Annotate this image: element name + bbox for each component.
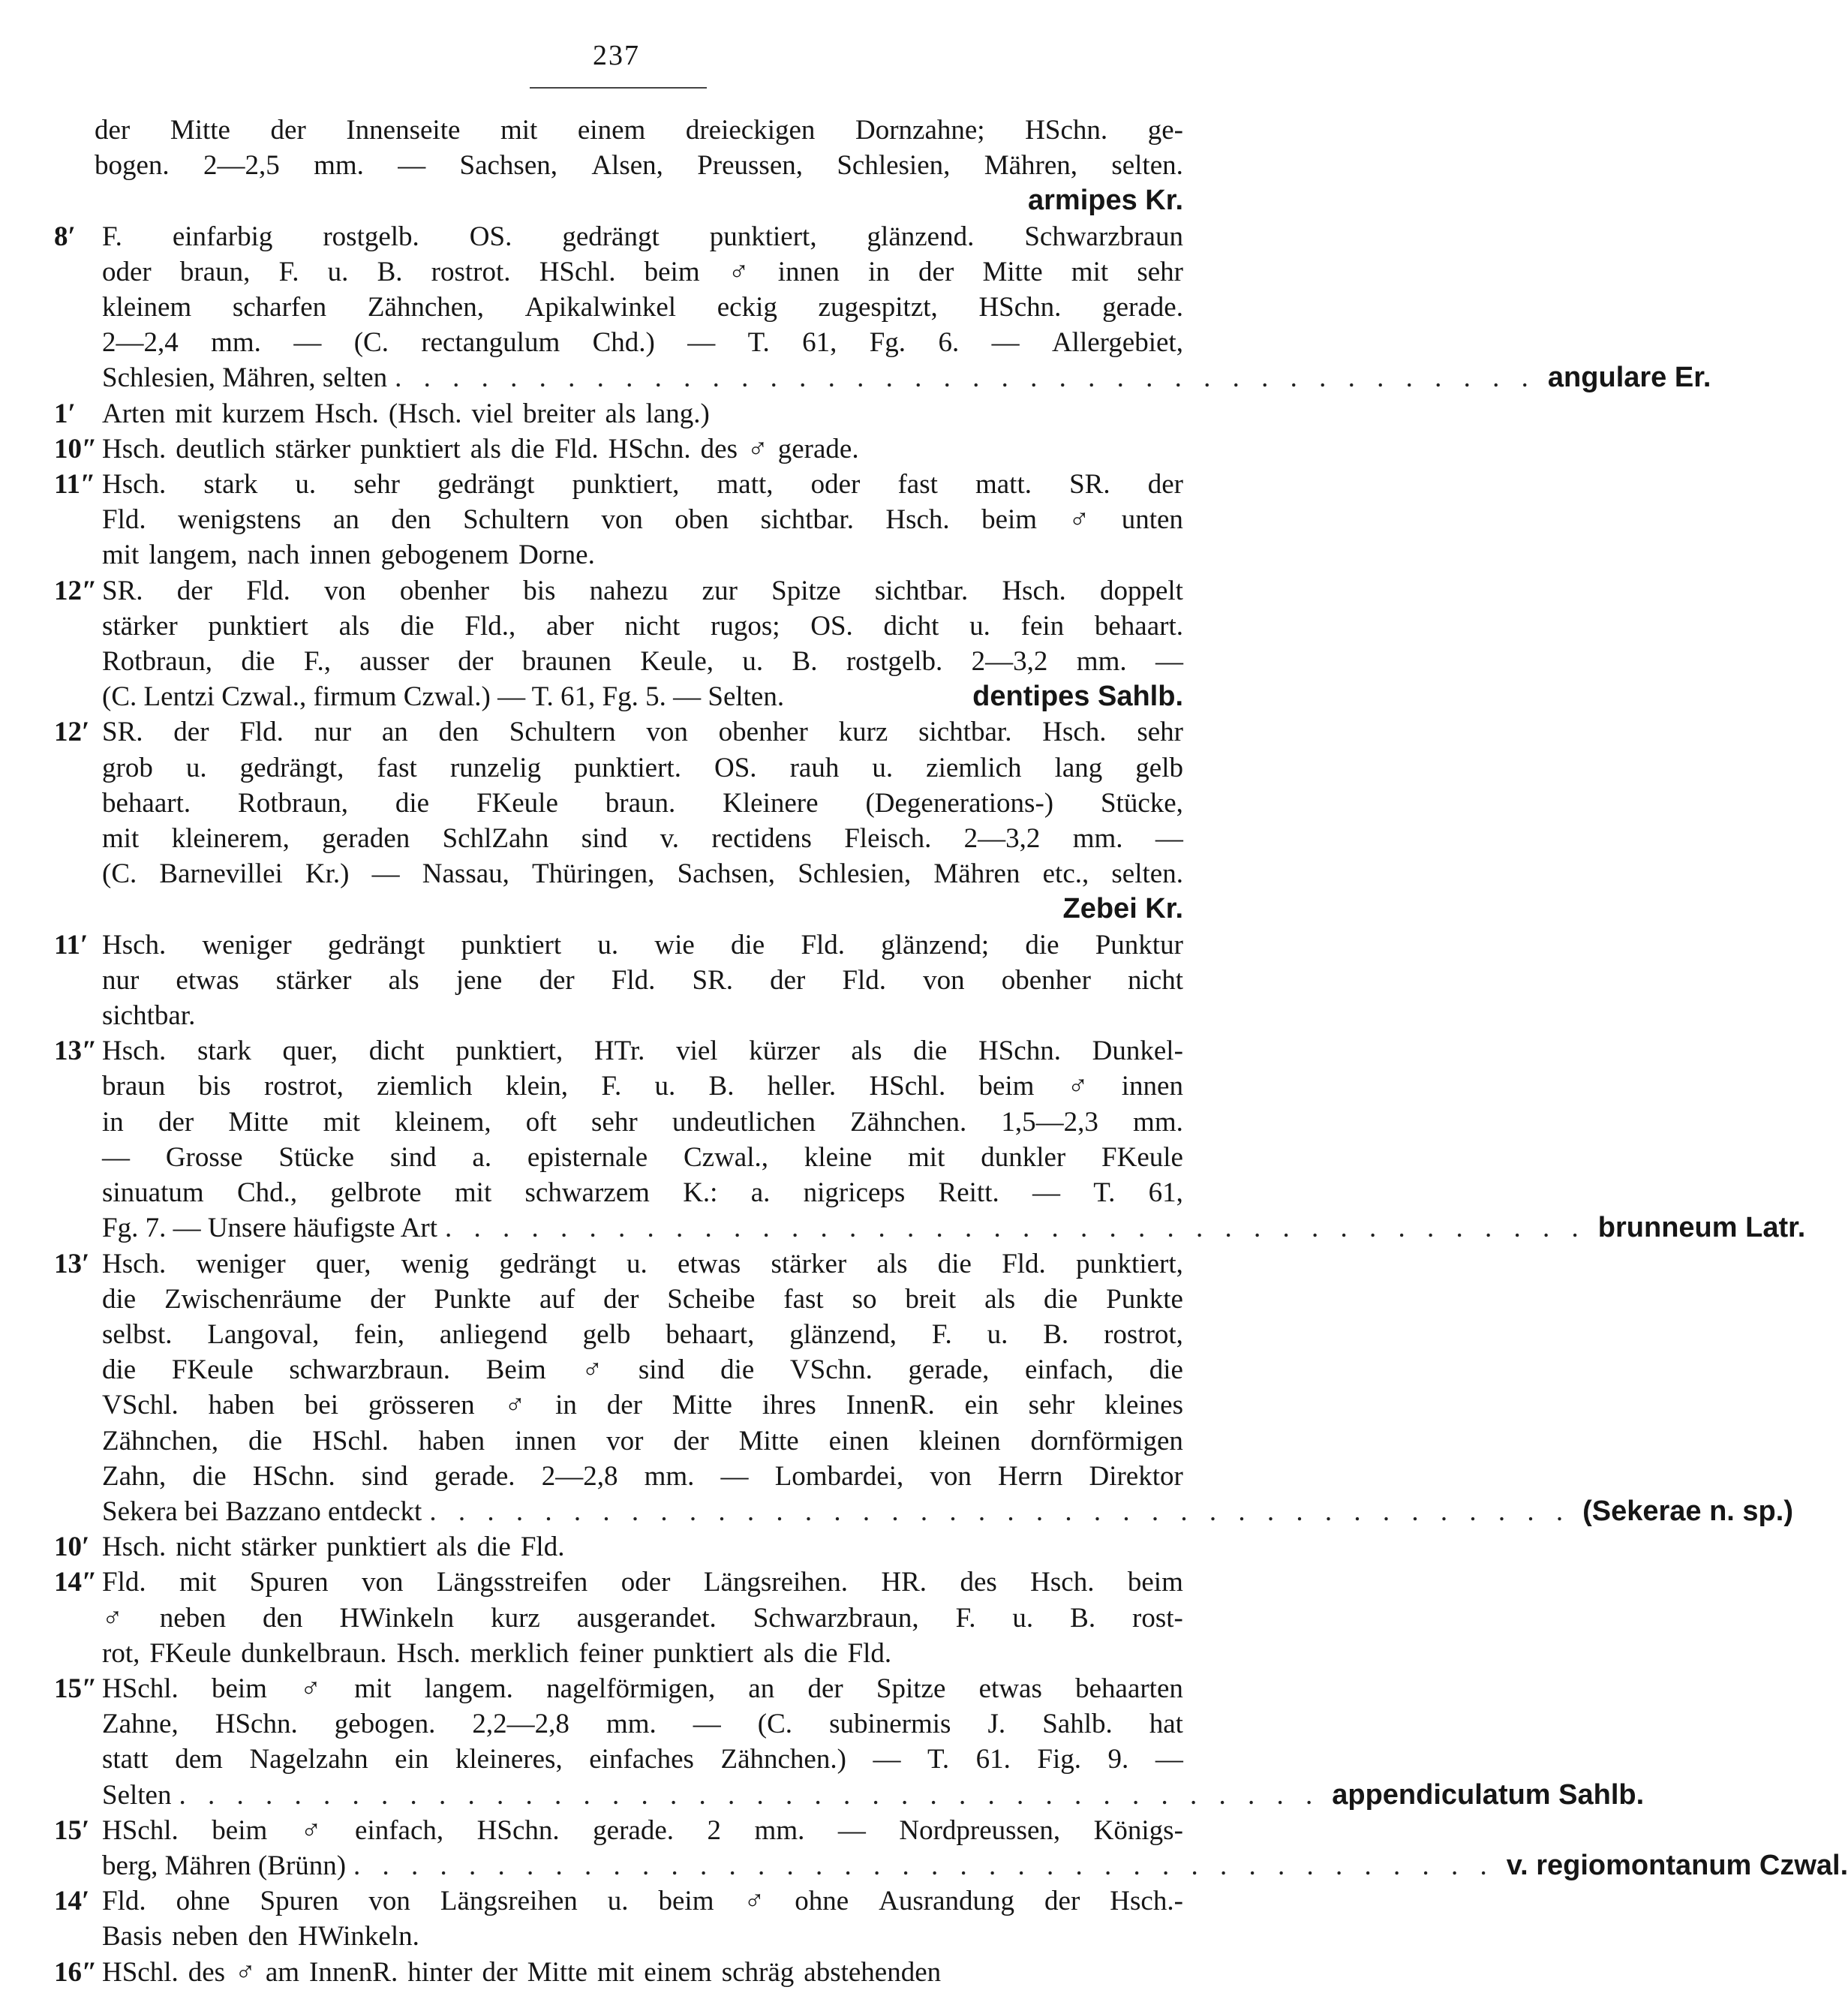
couplet-number: 12″ [54,575,98,606]
couplet-number: 10′ [54,1532,90,1563]
text-line: die Zwischenräume der Punkte auf der Scheibe fast so breit als die Punkte [102,1283,1183,1315]
leader-line [102,1210,1806,1246]
text-line: die FKeule schwarzbraun. Beim ♂ sind die VSchn. gerade, einfach, die [102,1354,1183,1386]
dot-leader: . . . . . . . . . . . . . . . . . . . . . . . . . . . . . . . . . . . . . . . . [445,1213,1586,1244]
text-line: grob u. gedrängt, fast runzelig punktiert. OS. rauh u. ziemlich lang gelb [102,752,1183,783]
text-line: oder braun, F. u. B. rostrot. HSchl. beim ♂ innen in der Mitte mit sehr [102,256,1183,287]
couplet-number: 15′ [54,1814,90,1846]
text-line: HSchl. beim ♂ einfach, HSchn. gerade. 2 mm. — Nordpreussen, Königs- [102,1814,1183,1846]
text-line: in der Mitte mit kleinem, oft sehr undeutlichen Zähnchen. 1,5—2,3 mm. [102,1106,1183,1138]
key-entry [54,1033,1806,1246]
couplet-number: 10″ [54,433,98,464]
species-name: dentipes Sahlb. [972,681,1183,713]
key-entry [54,1529,1183,1565]
text-line: Zahne, HSchn. gebogen. 2,2—2,8 mm. — (C. subinermis J. Sahlb. hat [102,1709,1183,1740]
text-line: Hsch. weniger quer, wenig gedrängt u. etwas stärker als die Fld. punktiert, [102,1248,1183,1279]
leader-text: Sekera bei Bazzano entdeckt [102,1496,422,1527]
couplet-number: 1′ [54,398,76,429]
text-line: VSchl. haben bei grösseren ♂ in der Mitte ihres InnenR. ein sehr kleines [102,1390,1183,1421]
couplet-number: 14″ [54,1567,98,1598]
text-line: (C. Barnevillei Kr.) — Nassau, Thüringen, Sachsen, Schlesien, Mähren etc., selten. [102,858,1183,890]
text-line: 2—2,4 mm. — (C. rectangulum Chd.) — T. 61, Fg. 6. — Allergebiet, [102,327,1183,359]
text-line: mit langem, nach innen gebogenem Dorne. [102,540,595,571]
leader-text: Schlesien, Mähren, selten [102,362,388,394]
leader-line [102,1494,1793,1529]
couplet-number: 12′ [54,717,90,748]
text-line: statt dem Nagelzahn ein kleineres, einfaches Zähnchen.) — T. 61. Fig. 9. — [102,1744,1183,1775]
text-line: ♂ neben den HWinkeln kurz ausgerandet. Schwarzbraun, F. u. B. rost- [102,1602,1183,1634]
text-line: Fld. ohne Spuren von Längsreihen u. beim ♂ ohne Ausrandung der Hsch.- [102,1886,1183,1917]
leader-line [102,360,1711,395]
key-entry [54,927,1183,1034]
text-line: Zähnchen, die HSchl. haben innen vor der Mitte einen kleinen dornförmigen [102,1425,1183,1456]
text-line: Rotbraun, die F., ausser der braunen Keule, u. B. rostgelb. 2—3,2 mm. — [102,646,1183,678]
text-line: rot, FKeule dunkelbraun. Hsch. merklich feiner punktiert als die Fld. [102,1637,892,1669]
couplet-number: 15″ [54,1673,98,1704]
key-entry [54,396,1183,431]
key-entry [54,467,1183,573]
text-line: SR. der Fld. nur an den Schultern von obenher kurz sichtbar. Hsch. sehr [102,717,1183,748]
couplet-number: 13″ [54,1036,98,1067]
key-entry [54,1246,1793,1530]
text-line: Fld. wenigstens an den Schultern von oben sichtbar. Hsch. beim ♂ unten [102,504,1183,536]
species-name: Zebei Kr. [1062,893,1183,925]
species-name: armipes Kr. [1028,185,1183,217]
text-line: Basis neben den HWinkeln. [102,1921,419,1952]
species-name: appendiculatum Sahlb. [1332,1778,1645,1811]
key-entry [54,573,1183,715]
dot-leader: . . . . . . . . . . . . . . . . . . . . . . . . . . . . . . . . . . . . . . . . [353,1850,1495,1881]
text-line: sichtbar. [102,1000,196,1032]
key-entry [54,1955,1183,1990]
species-name: v. regiomontanum Czwal. [1506,1849,1848,1881]
text-line: Hsch. stark u. sehr gedrängt punktiert, matt, oder fast matt. SR. der [102,469,1183,501]
couplet-number: 13′ [54,1248,90,1279]
couplet-number: 11″ [54,469,96,501]
species-name: brunneum Latr. [1597,1212,1806,1244]
leader-line [102,1778,1645,1813]
text-line: selbst. Langoval, fein, anliegend gelb behaart, glänzend, F. u. B. rostrot, [102,1318,1183,1350]
species-line [102,891,1183,927]
text-line: Hsch. weniger gedrängt punktiert u. wie die Fld. glänzend; die Punktur [102,929,1183,960]
key-entry [54,431,1183,467]
leader-text: Fg. 7. — Unsere häufigste Art [102,1213,438,1244]
text-line: F. einfarbig rostgelb. OS. gedrängt punktiert, glänzend. Schwarzbraun [102,221,1183,252]
text-line: (C. Lentzi Czwal., firmum Czwal.) — T. 61, Fg. 5. — Selten. [102,681,785,713]
text-line: Fld. mit Spuren von Längsstreifen oder Längsreihen. HR. des Hsch. beim [102,1567,1183,1598]
text-line: SR. der Fld. von obenher bis nahezu zur Spitze sichtbar. Hsch. doppelt [102,575,1183,606]
text-line: behaart. Rotbraun, die FKeule braun. Kleinere (Degenerations-) Stücke, [102,787,1183,819]
key-text-block [54,113,1848,1990]
text-line: Hsch. nicht stärker punktiert als die Fld. [102,1532,565,1563]
dot-leader: . . . . . . . . . . . . . . . . . . . . . . . . . . . . . . . . . . . . . . . . [429,1496,1571,1527]
leader-text: berg, Mähren (Brünn) [102,1850,347,1881]
text-line: Hsch. deutlich stärker punktiert als die Fld. HSchn. des ♂ gerade. [102,433,859,464]
text-line: HSchl. des ♂ am InnenR. hinter der Mitte mit einem schräg abstehenden [102,1956,942,1988]
text-line: Hsch. stark quer, dicht punktiert, HTr. viel kürzer als die HSchn. Dunkel- [102,1036,1183,1067]
text-line: HSchl. beim ♂ mit langem. nagelförmigen, an der Spitze etwas behaarten [102,1673,1183,1704]
couplet-number: 14′ [54,1886,90,1917]
species-name: angulare Er. [1547,362,1711,394]
text-line: — Grosse Stücke sind a. episternale Czwal., kleine mit dunkler FKeule [102,1141,1183,1173]
text-line: stärker punktiert als die Fld., aber nicht rugos; OS. dicht u. fein behaart. [102,610,1183,642]
key-entry [54,219,1711,396]
text-line: nur etwas stärker als jene der Fld. SR. der Fld. von obenher nicht [102,964,1183,996]
header-rule [530,87,707,89]
species-line [95,183,1183,218]
text-line: sinuatum Chd., gelbrote mit schwarzem K.: a. nigriceps Reitt. — T. 61, [102,1177,1183,1209]
key-entry [54,1883,1183,1954]
text-line: der Mitte der Innenseite mit einem dreieckigen Dornzahne; HSchn. ge- [95,115,1183,146]
text-line: braun bis rostrot, ziemlich klein, F. u. B. heller. HSchl. beim ♂ innen [102,1071,1183,1102]
species-name: (Sekerae n. sp.) [1582,1495,1793,1527]
couplet-number: 8′ [54,221,76,252]
dot-leader: . . . . . . . . . . . . . . . . . . . . . . . . . . . . . . . . . . . . . . . . [179,1779,1321,1811]
text-line: mit kleinerem, geraden SchlZahn sind v. rectidens Fleisch. 2—3,2 mm. — [102,823,1183,855]
page-number: 237 [593,40,640,71]
text-line-with-species [102,679,1183,714]
leader-text: Selten [102,1779,172,1811]
key-entry [54,1813,1848,1883]
text-line: kleinem scharfen Zähnchen, Apikalwinkel eckig zugespitzt, HSchn. gerade. [102,292,1183,323]
key-entry [54,1671,1645,1813]
text-line: Zahn, die HSchn. sind gerade. 2—2,8 mm. — Lombardei, von Herrn Direktor [102,1460,1183,1492]
key-entry [54,714,1183,927]
key-entry [54,1565,1183,1671]
dot-leader: . . . . . . . . . . . . . . . . . . . . . . . . . . . . . . . . . . . . . . . . [395,362,1536,394]
text-line: bogen. 2—2,5 mm. — Sachsen, Alsen, Preussen, Schlesien, Mähren, selten. [95,150,1183,182]
text-line: Arten mit kurzem Hsch. (Hsch. viel breiter als lang.) [102,398,710,429]
leader-line [102,1848,1848,1883]
couplet-number: 16″ [54,1956,98,1988]
couplet-number: 11′ [54,929,89,960]
key-entry [54,113,1183,219]
